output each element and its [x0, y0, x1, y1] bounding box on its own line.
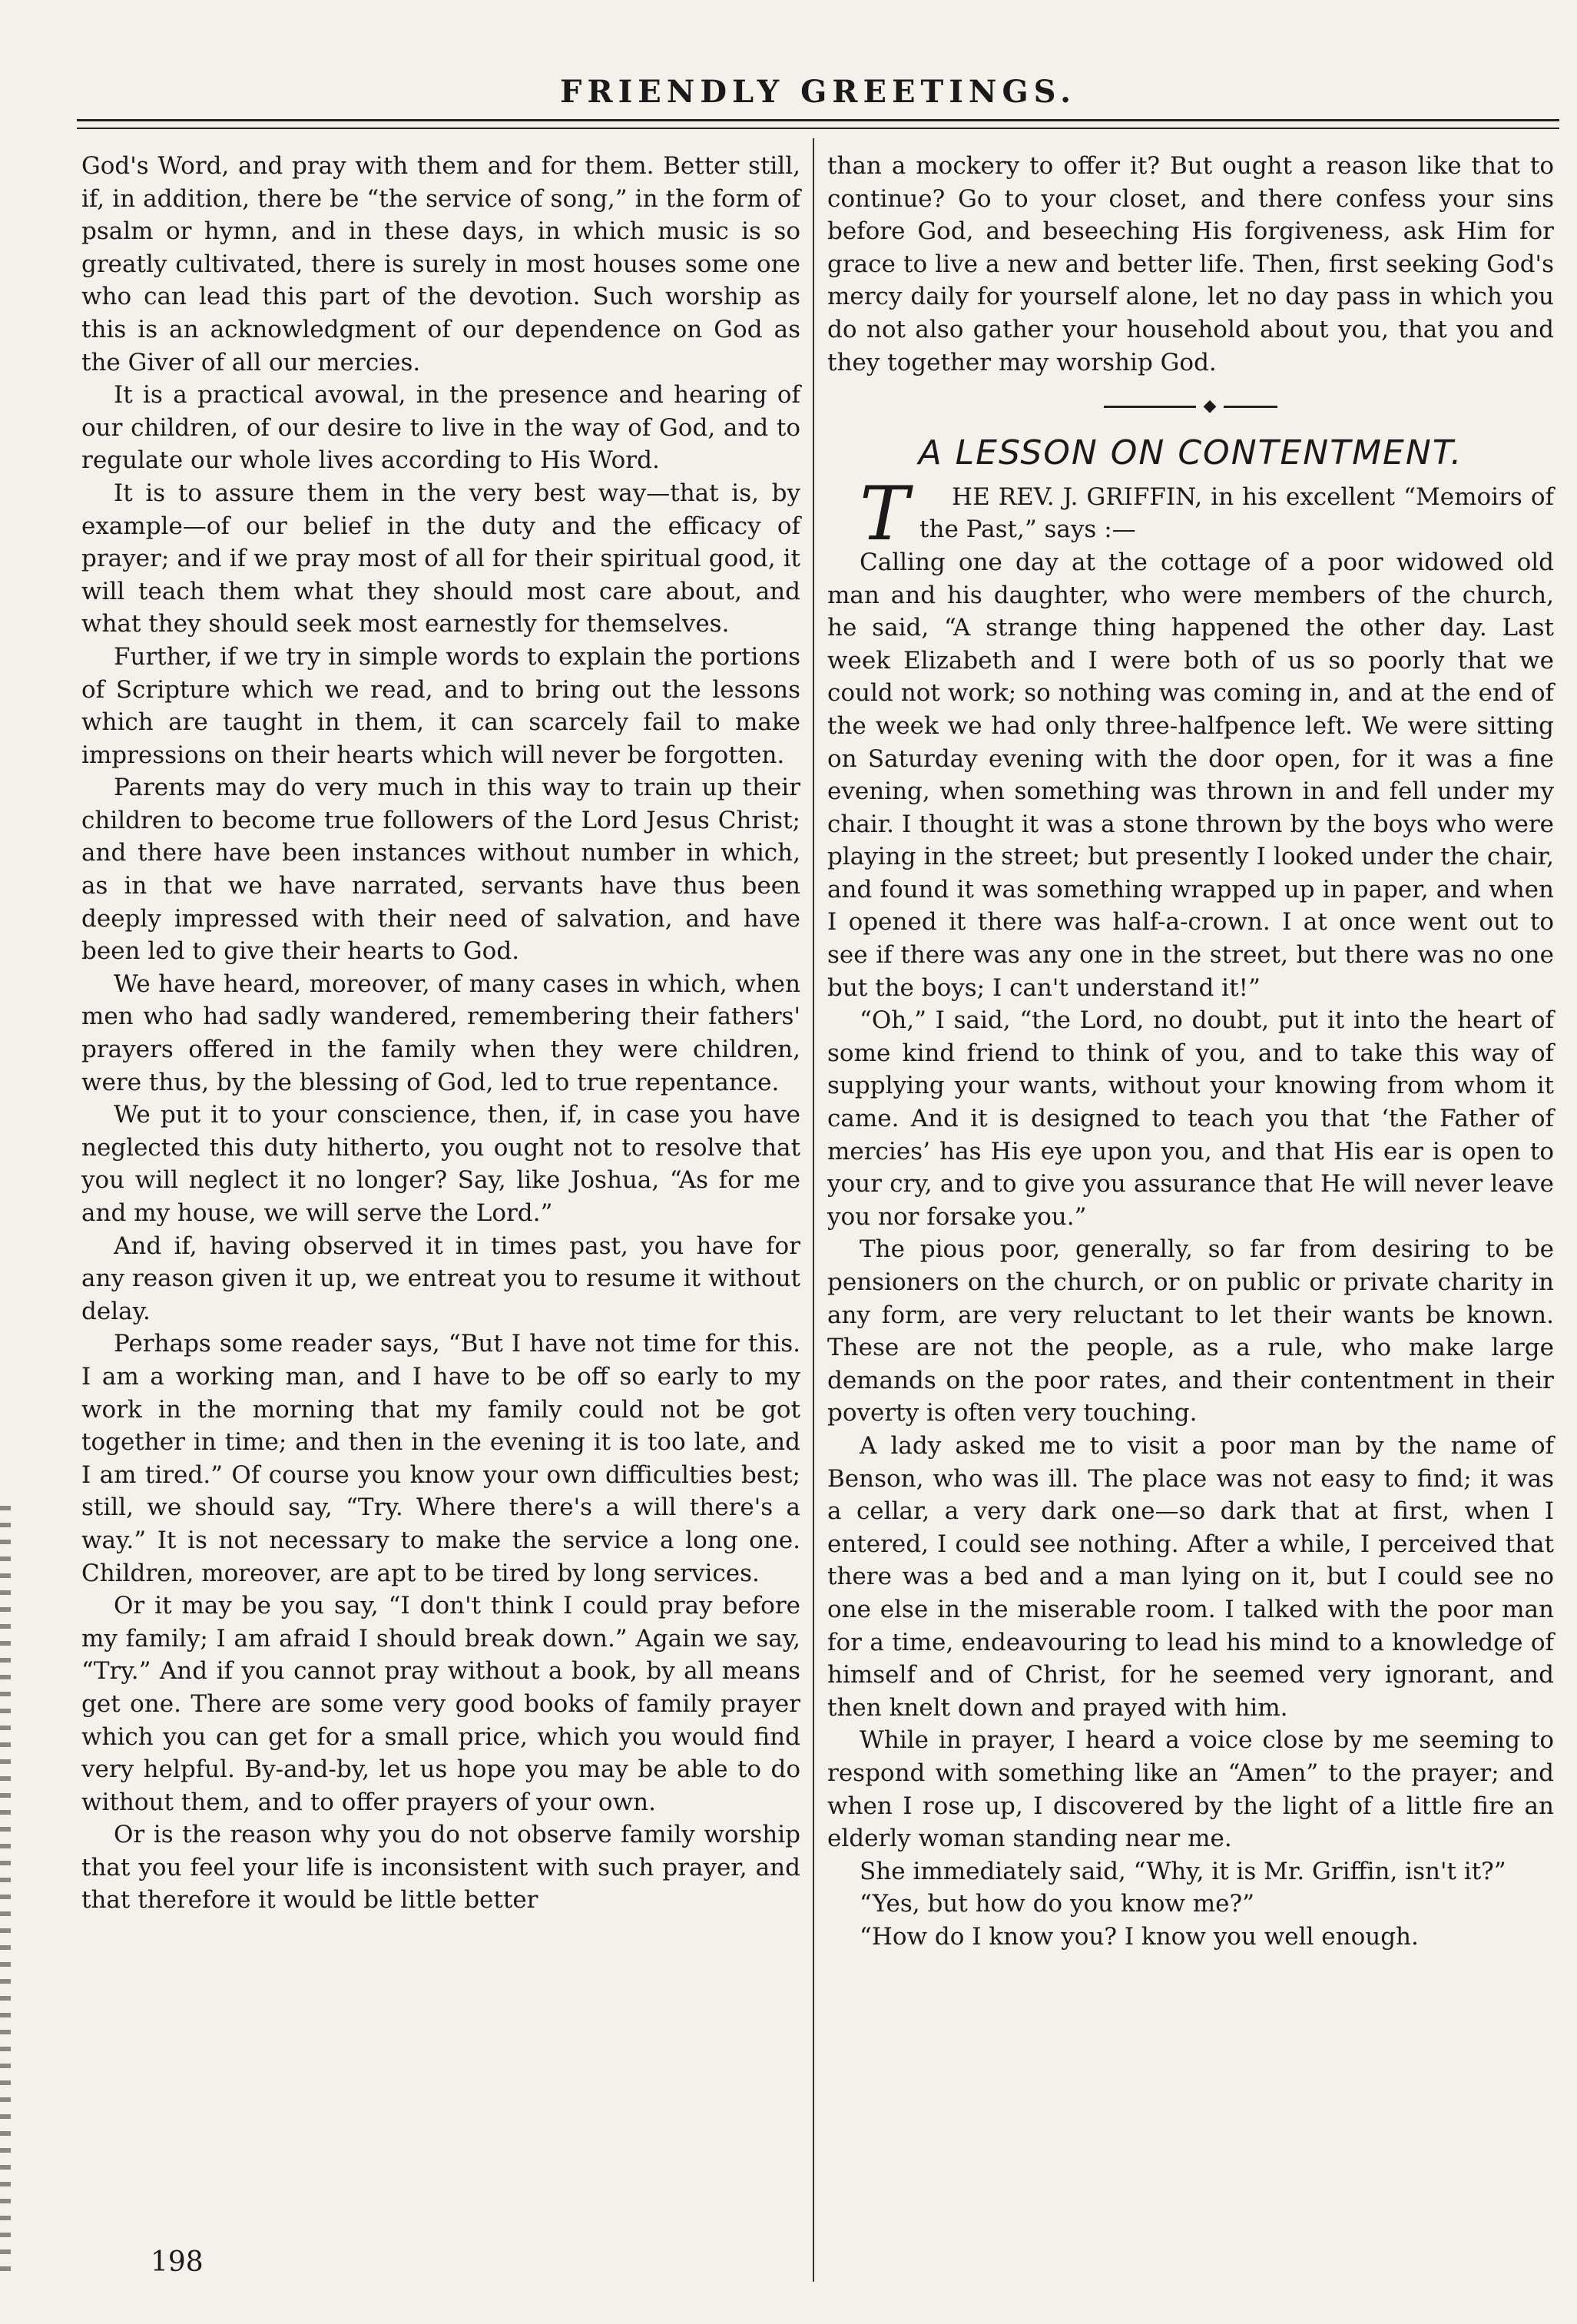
paragraph: The pious poor, generally, so far from desiring to be pensioners on the church, or on public or private charity in any form, are very reluctant to let their wants be known. These are not the people, as a rule, who make large demands on the poor rates, and their contentment in their poverty is often very touching. [827, 1235, 1554, 1427]
drop-cap: T [860, 470, 909, 557]
paragraph-continuation: than a mockery to offer it? But ought a reason like that to continue? Go to your closet, and there confess your sins before God, and beseeching His forgiveness, ask Him for grace to live a new and better life. Then, first seeking God's mercy daily for yourself alone, let no day pass in which you do not also gather your household about you, that you and they together may worship God. [827, 152, 1554, 376]
paragraph: “Yes, but how do you know me?” [860, 1890, 1254, 1918]
opening-paragraph [827, 470, 1554, 557]
paragraph: We put it to your conscience, then, if, in case you have neglected this duty hitherto, you ought not to resolve that you will neglect it no longer? Say, like Joshua, “As for me and my house, we will serve the Lord.” [81, 1101, 800, 1227]
header-rule [77, 119, 1559, 121]
opening-text: HE REV. J. GRIFFIN, in his excellent “Memoirs of the Past,” says :— [919, 482, 1554, 544]
paragraph: It is a practical avowal, in the presence and hearing of our children, of our desire to live in the way of God, and to regulate our whole lives according to His Word. [81, 381, 800, 475]
paragraph: “Oh,” I said, “the Lord, no doubt, put it into the heart of some kind friend to think of you, and to take this way of supplying your wants, without your knowing from whom it came. And it is designed to teach you that ‘the Father of mercies’ has His eye upon you, and that His ear is open to your cry, and to give you assurance that He will never leave you nor forsake you.” [827, 1006, 1554, 1231]
header-rule-thin [77, 128, 1559, 129]
paragraph: While in prayer, I heard a voice close by me seeming to respond with something like an “Amen” to the prayer; and when I rose up, I discovered by the light of a little fire an elderly woman standing near me. [827, 1726, 1554, 1853]
paragraph: Further, if we try in simple words to explain the portions of Scripture which we read, and to bring out the lessons which are taught in them, it can scarcely fail to make impressions on their hearts which will never be forgotten. [81, 642, 800, 769]
paragraph: We have heard, moreover, of many cases in which, when men who had sadly wandered, remembering their fathers' prayers offered in the family when they were children, were thus, by the blessing of God, led to true repentance. [81, 970, 800, 1096]
paragraph: It is to assure them in the very best way—that is, by example—of our belief in the duty and the efficacy of prayer; and if we pray most of all for their spiritual good, it will teach them what they should most care about, and what they should seek most earnestly for themselves. [81, 479, 800, 638]
binding-edge [0, 1506, 11, 2274]
ornament-rule [1224, 406, 1277, 408]
paragraph: A lady asked me to visit a poor man by the name of Benson, who was ill. The place was not easy to find; it was a cellar, a very dark one—so dark that at first, when I entered, I could see nothing. After a while, I perceived that there was a bed and a man lying on it, but I could see no one else in the miserable room. I talked with the poor man for a time, endeavouring to lead his mind to a knowledge of himself and of Christ, for he seemed very ignorant, and then knelt down and prayed with him. [827, 1431, 1554, 1722]
ornament-rule [1104, 406, 1196, 408]
right-column [827, 150, 1554, 1953]
paragraph: Perhaps some reader says, “But I have not time for this. I am a working man, and I have to be off so early to my work in the morning that my family could not be got together in time; and then in the evening it is too late, and I am tired.” Of course you know your own difficulties best; still, we should say, “Try. Where there's a will there's a way.” It is not necessary to make the service a long one. Children, moreover, are apt to be tired by long services. [81, 1330, 800, 1587]
paragraph: And if, having observed it in times past, you have for any reason given it up, we entreat you to resume it without delay. [81, 1232, 800, 1325]
column-divider [813, 138, 814, 2282]
diamond-icon: ◆ [1203, 396, 1217, 416]
left-column [81, 150, 800, 1917]
page-number: 198 [151, 2246, 204, 2278]
paragraph: She immediately said, “Why, it is Mr. Griffin, isn't it?” [860, 1857, 1506, 1885]
section-title: A LESSON ON CONTENTMENT. [918, 433, 1463, 473]
paragraph: Or it may be you say, “I don't think I could pray before my family; I am afraid I should break down.” Again we say, “Try.” And if you cannot pray without a book, by all means get one. There are some very good books of family prayer which you can get for a small price, which you would find very helpful. By-and-by, let us hope you may be able to do without them, and to offer prayers of your own. [81, 1592, 800, 1816]
paragraph: “How do I know you? I know you well enough. [860, 1922, 1419, 1951]
paragraph: Calling one day at the cottage of a poor widowed old man and his daughter, who were members of the church, he said, “A strange thing happened the other day. Last week Elizabeth and I were both of us so poorly that we could not work; so nothing was coming in, and at the end of the week we had only three-halfpence left. We were sitting on Saturday evening with the door open, for it was a fine evening, when something was thrown in and fell under my chair. I thought it was a stone thrown by the boys who were playing in the street; but presently I looked under the chair, and found it was something wrapped up in paper, and when I opened it there was half-a-crown. I at once went out to see if there was any one in the street, but there was no one but the boys; I can't understand it!” [827, 548, 1554, 1002]
paragraph: Parents may do very much in this way to train up their children to become true followers of the Lord Jesus Christ; and there have been instances without number in which, as in that we have narrated, servants have thus been deeply impressed with their need of salvation, and have been led to give their hearts to God. [81, 774, 800, 966]
paragraph: God's Word, and pray with them and for them. Better still, if, in addition, there be “the service of song,” in the form of psalm or hymn, and in these days, in which music is so greatly cultivated, there is surely in most houses some one who can lead this part of the devotion. Such worship as this is an acknowledgment of our dependence on God as the Giver of all our mercies. [81, 152, 800, 376]
running-header: FRIENDLY GREETINGS. [559, 74, 1077, 110]
section-ornament [827, 379, 1554, 434]
paragraph: Or is the reason why you do not observe family worship that you feel your life is inconsistent with such prayer, and that therefore it would be little better [81, 1821, 800, 1915]
